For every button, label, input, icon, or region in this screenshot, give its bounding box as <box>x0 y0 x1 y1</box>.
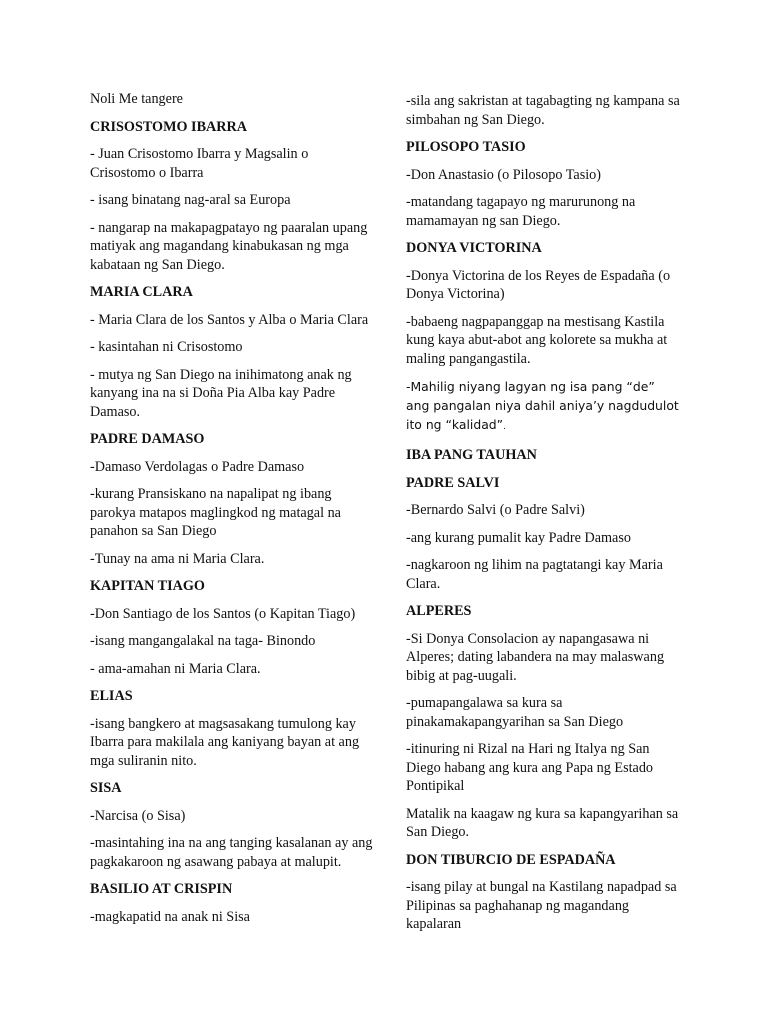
paragraph-period: . <box>503 422 506 432</box>
character-heading-basilio-at-crispin: BASILIO AT CRISPIN <box>90 881 233 897</box>
character-heading-iba-pang-tauhan: IBA PANG TAUHAN <box>406 447 537 463</box>
description-paragraph: - Juan Crisostomo Ibarra y Magsalin o Crisostomo o Ibarra <box>90 146 309 181</box>
description-paragraph: -Bernardo Salvi (o Padre Salvi) <box>406 502 585 518</box>
description-paragraph: -isang bangkero at magsasakang tumulong kay Ibarra para makilala ang kaniyang bayan at ang mga suliranin nito. <box>90 715 360 769</box>
description-paragraph: -magkapatid na anak ni Sisa <box>90 908 250 925</box>
description-paragraph: -sila ang sakristan at tagabagting ng kampana sa simbahan ng San Diego. <box>406 93 680 128</box>
description-paragraph: Matalik na kaagaw ng kura sa kapangyarihan sa San Diego. <box>406 805 679 840</box>
right-column <box>406 92 680 943</box>
character-heading-sisa: SISA <box>90 780 122 796</box>
description-paragraph: - isang binatang nag-aral sa Europa <box>90 192 291 208</box>
character-heading-padre-salvi: PADRE SALVI <box>406 474 500 491</box>
description-paragraph: -itinuring ni Rizal na Hari ng Italya ng San Diego habang ang kura ang Papa ng Estado Pontipikal <box>406 741 654 794</box>
description-paragraph: -babaeng nagpapanggap na mestisang Kastila kung kaya abut-abot ang kolorete sa mukha at maling pangangastila. <box>406 313 668 367</box>
description-paragraph: - Maria Clara de los Santos y Alba o Maria Clara <box>90 311 369 328</box>
description-paragraph: -masintahing ina na ang tanging kasalanan ay ang pagkakaroon ng asawang pabaya at malupit. <box>90 835 373 870</box>
description-paragraph: -Donya Victorina de los Reyes de Espadaña (o Donya Victorina) <box>406 267 671 302</box>
character-heading-maria-clara: MARIA CLARA <box>90 284 193 300</box>
description-paragraph: -Don Santiago de los Santos (o Kapitan Tiago) <box>90 605 356 622</box>
description-paragraph: -pumapangalawa sa kura sa pinakamakapangyarihan sa San Diego <box>406 695 624 730</box>
description-paragraph: -ang kurang pumalit kay Padre Damaso <box>406 529 631 546</box>
description-paragraph: -matandang tagapayo ng marurunong na mamamayan ng san Diego. <box>406 194 636 229</box>
character-heading-crisostomo-ibarra: CRISOSTOMO IBARRA <box>90 118 248 135</box>
character-heading-alperes: ALPERES <box>406 603 472 619</box>
description-paragraph: -Tunay na ama ni Maria Clara. <box>90 550 265 567</box>
description-paragraph: -Don Anastasio (o Pilosopo Tasio) <box>406 166 602 183</box>
description-paragraph: - ama-amahan ni Maria Clara. <box>90 660 261 677</box>
character-heading-elias: ELIAS <box>90 688 133 704</box>
description-paragraph: -isang mangangalakal na taga- Binondo <box>90 633 316 649</box>
description-paragraph: - nangarap na makapagpatayo ng paaralan upang matiyak ang magandang kinabukasan ng mga kabataan ng San Diego. <box>90 219 368 273</box>
character-heading-donya-victorina: DONYA VICTORINA <box>406 240 542 256</box>
character-heading-pilosopo-tasio: PILOSOPO TASIO <box>406 139 526 155</box>
description-paragraph: -isang pilay at bungal na Kastilang napadpad sa Pilipinas sa paghahanap ng magandang kapalaran <box>406 879 677 932</box>
description-paragraph: -Narcisa (o Sisa) <box>90 807 186 824</box>
description-paragraph: -Damaso Verdolagas o Padre Damaso <box>90 458 305 475</box>
description-paragraph: - mutya ng San Diego na inihimatong anak ng kanyang ina na si Doña Pia Alba kay Padre Damaso. <box>90 366 352 420</box>
description-paragraph: -kurang Pransiskano na napalipat ng ibang parokya matapos maglingkod ng matagal na panahon sa San Diego <box>90 486 341 539</box>
character-heading-don-tiburcio-de-espadana: DON TIBURCIO DE ESPADAÑA <box>406 851 616 868</box>
description-paragraph <box>406 377 680 437</box>
paragraph-text: -Mahilig niyang lagyan ng isa pang “de” ang pangalan niya dahil aniya’y nagdudulot ito ng “kalidad” <box>406 379 679 432</box>
left-column-body <box>90 118 375 927</box>
character-heading-kapitan-tiago: KAPITAN TIAGO <box>90 578 205 594</box>
description-paragraph: -nagkaroon ng lihim na pagtatangi kay Maria Clara. <box>406 557 663 592</box>
description-paragraph: - kasintahan ni Crisostomo <box>90 339 243 355</box>
document-title: Noli Me tangere <box>90 91 183 107</box>
left-column <box>90 90 375 935</box>
description-paragraph: -Si Donya Consolacion ay napangasawa ni Alperes; dating labandera na may malaswang bibig at pag-uugali. <box>406 630 665 684</box>
character-heading-padre-damaso: PADRE DAMASO <box>90 431 205 447</box>
right-column-body <box>406 92 680 934</box>
